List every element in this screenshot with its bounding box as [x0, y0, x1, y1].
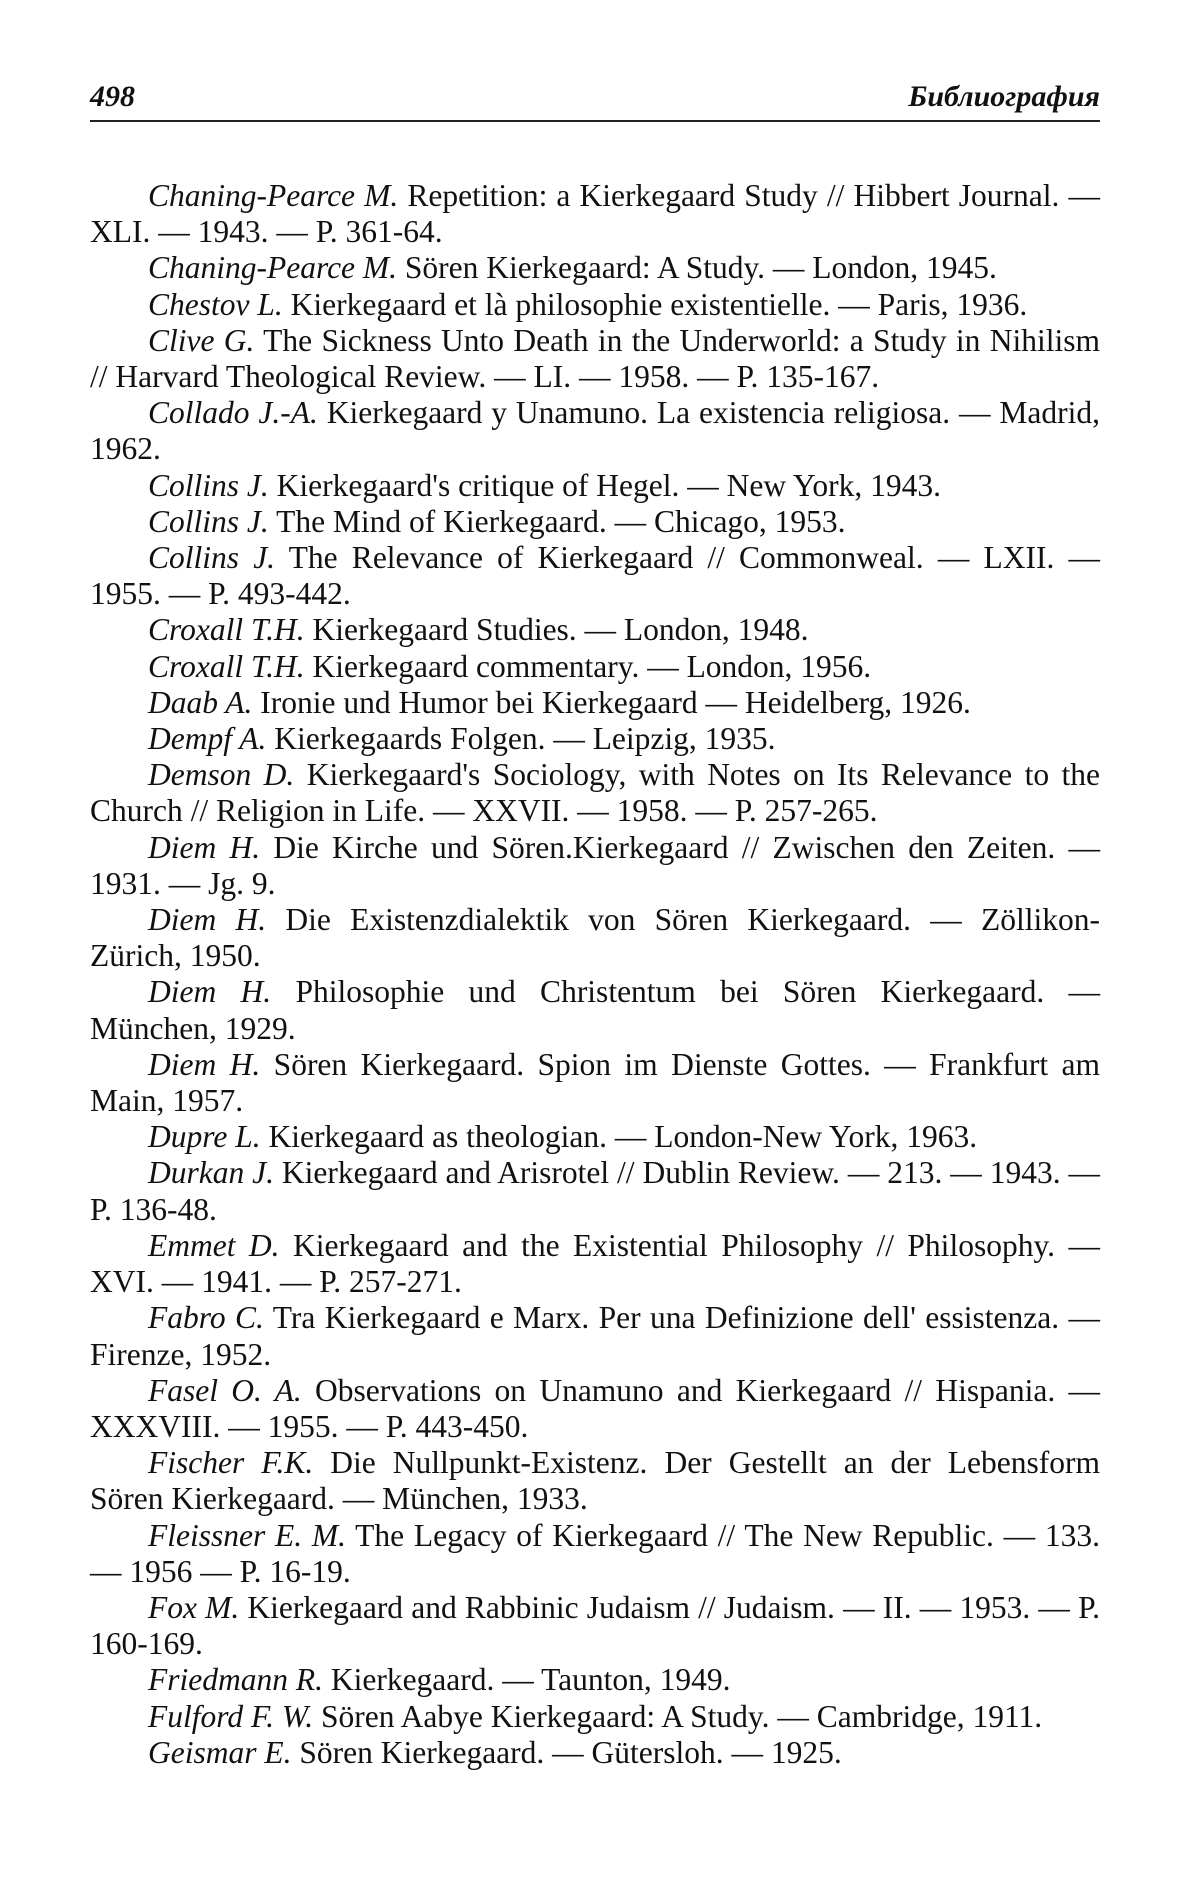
entry-text: Repetition: a Kierkegaard Study // Hibbert Journal. — XLI. — 1943. — P. 361-64. [90, 178, 1100, 250]
bibliography-entry [90, 612, 1100, 648]
entry-author: Daab A. [148, 684, 253, 720]
entry-author: Demson D. [148, 757, 295, 793]
entry-text: Kierkegaard y Unamuno. La existencia religiosa. — Madrid, 1962. [90, 395, 1100, 467]
entry-text: Kierkegaard Studies. — London, 1948. [304, 612, 809, 648]
entry-text: Kierkegaard as theologian. — London-New York, 1963. [260, 1119, 978, 1155]
entry-text: Kierkegaard's Sociology, with Notes on Its Relevance to the Church // Religion in Life. — XXVII. — 1958. — P. 257-265. [90, 757, 1100, 829]
entry-text: Kierkegaard and Rabbinic Judaism // Judaism. — II. — 1953. — P. 160-169. [90, 1589, 1100, 1662]
entry-author: Diem H. [148, 1046, 261, 1082]
entry-author: Fischer F.K. [148, 1445, 314, 1481]
entry-text: Kierkegaard et là philosophie existentielle. — Paris, 1936. [282, 286, 1028, 322]
entry-text: Tra Kierkegaard e Marx. Per una Definizione dell' essistenza. — Firenze, 1952. [90, 1300, 1100, 1372]
entry-text: The Legacy of Kierkegaard // The New Republic. — 133. — 1956 — P. 16-19. [90, 1517, 1101, 1589]
bibliography-entry [90, 757, 1100, 829]
bibliography-entry [90, 1662, 1100, 1698]
bibliography-entry [90, 1590, 1100, 1662]
entry-text: Die Kirche und Sören.Kierkegaard // Zwischen den Zeiten. — 1931. — Jg. 9. [90, 829, 1100, 901]
bibliography-entry [90, 250, 1100, 286]
bibliography-entry [90, 540, 1100, 612]
entry-text: Kierkegaards Folgen. — Leipzig, 1935. [266, 721, 776, 757]
entry-text: Observations on Unamuno and Kierkegaard // Hispania. — XXXVIII. — 1955. — P. 443-450. [90, 1372, 1100, 1444]
entry-text: Kierkegaard and the Existential Philosophy // Philosophy. — XVI. — 1941. — P. 257-271. [90, 1227, 1100, 1300]
page-number: 498 [90, 80, 135, 113]
entry-text: Kierkegaard commentary. — London, 1956. [304, 648, 872, 684]
entry-text: Sören Kierkegaard. — Gütersloh. — 1925. [291, 1734, 842, 1770]
entry-text: Kierkegaard's critique of Hegel. — New York, 1943. [268, 467, 942, 503]
entry-text: Sören Kierkegaard: A Study. — London, 1945. [397, 250, 997, 286]
section-title: Библиография [908, 80, 1100, 113]
bibliography-entry [90, 1047, 1100, 1119]
entry-author: Fleissner E. M. [148, 1517, 346, 1553]
entry-author: Collado J.-A. [148, 395, 318, 431]
entry-author: Croxall T.H. [148, 648, 305, 684]
bibliography-entry [90, 830, 1100, 902]
running-header [90, 80, 1100, 122]
entry-author: Dupre L. [148, 1119, 261, 1155]
entry-author: Geismar E. [148, 1734, 292, 1770]
entry-author: Diem H. [148, 974, 272, 1010]
entry-text: Philosophie und Christentum bei Sören Kierkegaard. — München, 1929. [90, 974, 1100, 1046]
entry-text: Kierkegaard and Arisrotel // Dublin Review. — 213. — 1943. — P. 136-48. [90, 1155, 1100, 1227]
bibliography-entry [90, 974, 1100, 1046]
entry-author: Fasel O. A. [148, 1372, 302, 1408]
entry-author: Dempf A. [148, 721, 267, 757]
bibliography-entry [90, 1119, 1100, 1155]
bibliography-entry [90, 649, 1100, 685]
bibliography-entry [90, 504, 1100, 540]
bibliography-entry [90, 1445, 1100, 1517]
entry-text: Sören Aabye Kierkegaard: A Study. — Cambridge, 1911. [313, 1698, 1043, 1734]
entry-author: Friedmann R. [148, 1662, 323, 1698]
entry-text: Die Existenzdialektik von Sören Kierkegaard. — Zöllikon-Zürich, 1950. [90, 902, 1101, 974]
bibliography-entry [90, 178, 1100, 250]
bibliography-entry [90, 1699, 1100, 1735]
bibliography-entry [90, 685, 1100, 721]
entry-author: Diem H. [148, 829, 261, 865]
entry-text: Kierkegaard. — Taunton, 1949. [322, 1662, 731, 1698]
bibliography-entry [90, 1155, 1100, 1227]
bibliography-list [90, 178, 1100, 1771]
entry-text: Die Nullpunkt-Existenz. Der Gestellt an der Lebensform Sören Kierkegaard. — München, 1933. [90, 1445, 1100, 1517]
entry-author: Collins J. [148, 540, 276, 576]
bibliography-entry [90, 323, 1100, 395]
entry-author: Diem H. [148, 902, 267, 938]
entry-author: Chestov L. [148, 286, 283, 322]
bibliography-entry [90, 1300, 1100, 1372]
entry-text: The Mind of Kierkegaard. — Chicago, 1953. [268, 503, 846, 539]
entry-author: Clive G. [148, 322, 255, 358]
bibliography-entry [90, 395, 1100, 467]
entry-author: Fox M. [148, 1589, 240, 1625]
entry-text: The Sickness Unto Death in the Underworld: a Study in Nihilism // Harvard Theological Review. — LI. — 1958. — P. 135-167. [90, 322, 1100, 395]
bibliography-entry [90, 1735, 1100, 1771]
bibliography-entry [90, 1518, 1100, 1590]
entry-author: Durkan J. [148, 1155, 275, 1191]
bibliography-entry [90, 1228, 1100, 1300]
bibliography-entry [90, 287, 1100, 323]
entry-author: Collins J. [148, 503, 269, 539]
bibliography-entry [90, 468, 1100, 504]
entry-author: Emmet D. [148, 1227, 280, 1263]
entry-author: Fulford F. W. [148, 1698, 314, 1734]
entry-text: Ironie und Humor bei Kierkegaard — Heidelberg, 1926. [252, 684, 971, 720]
entry-author: Chaning-Pearce M. [148, 178, 399, 213]
entry-text: Sören Kierkegaard. Spion im Dienste Gottes. — Frankfurt am Main, 1957. [90, 1046, 1100, 1119]
bibliography-entry [90, 902, 1100, 974]
entry-author: Chaning-Pearce M. [148, 250, 398, 286]
bibliography-entry [90, 1373, 1100, 1445]
entry-text: The Relevance of Kierkegaard // Commonweal. — LXII. — 1955. — P. 493-442. [90, 540, 1100, 612]
entry-author: Fabro C. [148, 1300, 264, 1336]
entry-author: Collins J. [148, 467, 269, 503]
bibliography-page [90, 80, 1100, 1771]
entry-author: Croxall T.H. [148, 612, 305, 648]
bibliography-entry [90, 721, 1100, 757]
